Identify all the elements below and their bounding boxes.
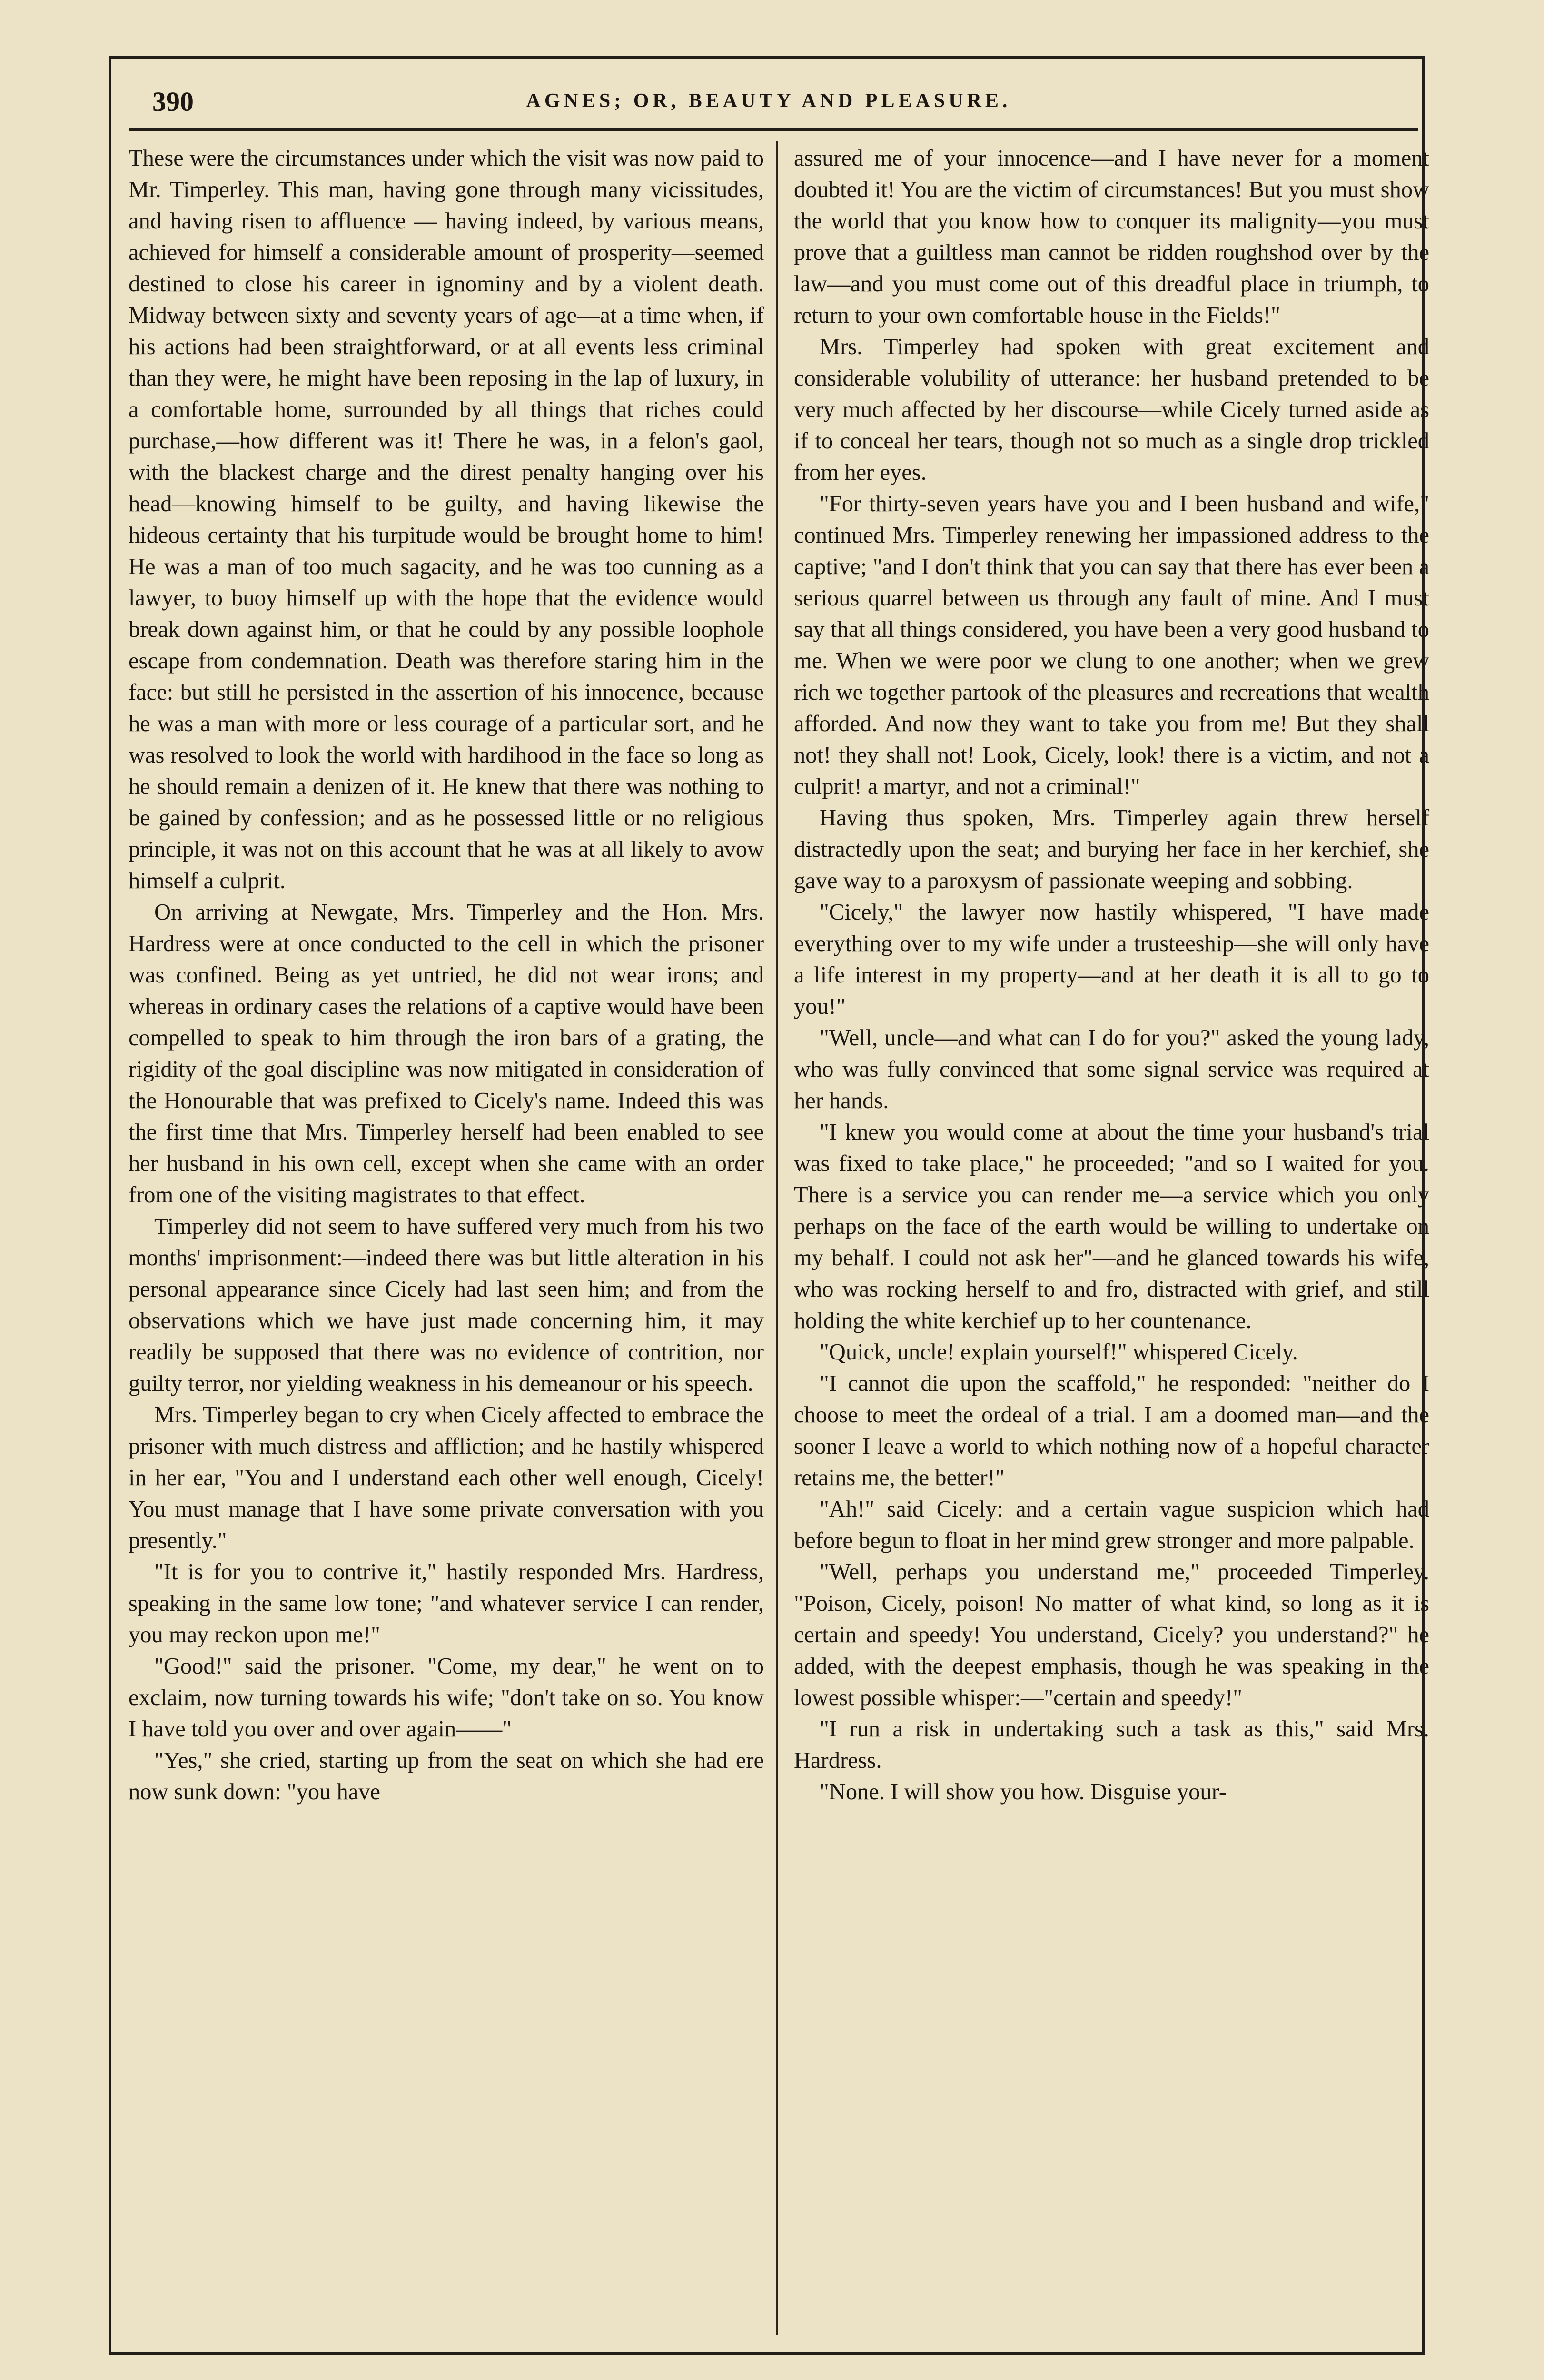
paragraph: "Cicely," the lawyer now hastily whispered, "I have made everything over to my wife under a trusteeship—she will only have a life interest in my property—and at her death it is all to go to you!" xyxy=(794,900,1429,1019)
running-title: AGNES; OR, BEAUTY AND PLEASURE. xyxy=(526,90,1011,112)
paragraph: "Well, perhaps you understand me," proceeded Timperley. "Poison, Cicely, poison! No matter of what kind, so long as it is certain and speedy! You understand, Cicely? you understand?" he added, with the deepest emphasis, though he was speaking in the lowest possible whisper:—"certain and speedy!" xyxy=(794,1559,1429,1710)
paragraph: "I knew you would come at about the time your husband's trial was fixed to take place," he proceeded; "and so I waited for you. There is a service you can render me—a service which you only perhaps on the face of the earth would be willing to undertake on my behalf. I could not ask her"—and he glanced towards his wife, who was rocking herself to and fro, distracted with grief, and still holding the white kerchief up to her countenance. xyxy=(794,1120,1429,1333)
paragraph: "It is for you to contrive it," hastily responded Mrs. Hardress, speaking in the same low tone; "and whatever service I can render, you may reckon upon me!" xyxy=(129,1559,764,1647)
paragraph: Mrs. Timperley had spoken with great excitement and considerable volubility of utterance: her husband pretended to be very much affected by her discourse—while Cicely turned aside as if to conceal her tears, though not so much as a single drop trickled from her eyes. xyxy=(794,334,1429,485)
left-column xyxy=(129,143,764,2332)
paragraph: Timperley did not seem to have suffered very much from his two months' imprisonment:—indeed there was but little alteration in his personal appearance since Cicely had last seen him; and from the observations which we have just made concerning him, it may readily be supposed that there was no evidence of contrition, nor guilty terror, nor yielding weakness in his demeanour or his speech. xyxy=(129,1214,764,1396)
column-divider xyxy=(776,141,778,2335)
paragraph: "Quick, uncle! explain yourself!" whispered Cicely. xyxy=(820,1339,1298,1365)
header-rule xyxy=(129,128,1418,131)
paragraph: On arriving at Newgate, Mrs. Timperley and the Hon. Mrs. Hardress were at once conducted to the cell in which the prisoner was confined. Being as yet untried, he did not wear irons; and whereas in ordinary cases the relations of a captive would have been compelled to speak to him through the iron bars of a grating, the rigidity of the goal discipline was now mitigated in consideration of the Honourable that was prefixed to Cicely's name. Indeed this was the first time that Mrs. Timperley herself had been enabled to see her husband in his own cell, except when she came with an order from one of the visiting magistrates to that effect. xyxy=(129,900,764,1208)
page-header xyxy=(129,81,1409,124)
paragraph: assured me of your innocence—and I have never for a moment doubted it! You are the victim of circumstances! But you must show the world that you know how to conquer its malignity—you must prove that a guiltless man cannot be ridden roughshod over by the law—and you must come out of this dreadful place in triumph, to return to your own comfortable house in the Fields!" xyxy=(794,146,1429,328)
paragraph: "Ah!" said Cicely: and a certain vague suspicion which had before begun to float in her mind grew stronger and more palpable. xyxy=(794,1497,1429,1553)
paragraph: Having thus spoken, Mrs. Timperley again threw herself distractedly upon the seat; and burying her face in her kerchief, she gave way to a paroxysm of passionate weeping and sobbing. xyxy=(794,805,1429,893)
paragraph: Mrs. Timperley began to cry when Cicely affected to embrace the prisoner with much distress and affliction; and he hastily whispered in her ear, "You and I understand each other well enough, Cicely! You must manage that I have some private conversation with you presently." xyxy=(129,1402,764,1553)
right-column xyxy=(794,143,1429,2332)
paragraph: "Well, uncle—and what can I do for you?" asked the young lady, who was fully convinced that some signal service was required at her hands. xyxy=(794,1025,1429,1113)
paragraph: "None. I will show you how. Disguise your- xyxy=(820,1779,1227,1805)
page-number: 390 xyxy=(152,86,194,117)
paragraph: "For thirty-seven years have you and I been husband and wife," continued Mrs. Timperley renewing her impassioned address to the captive; "and I don't think that you can say that there has ever been a serious quarrel between us through any fault of mine. And I must say that all things considered, you have been a very good husband to me. When we were poor we clung to one another; when we grew rich we together partook of the pleasures and recreations that wealth afforded. And now they want to take you from me! But they shall not! they shall not! Look, Cicely, look! there is a victim, and not a culprit! a martyr, and not a criminal!" xyxy=(794,491,1429,799)
paragraph: "I cannot die upon the scaffold," he responded: "neither do I choose to meet the ordeal of a trial. I am a doomed man—and the sooner I leave a world to which nothing now of a hopeful character retains me, the better!" xyxy=(794,1371,1429,1490)
paragraph: These were the circumstances under which the visit was now paid to Mr. Timperley. This man, having gone through many vicissitudes, and having risen to affluence — having indeed, by various means, achieved for himself a considerable amount of prosperity—seemed destined to close his career in ignominy and by a violent death. Midway between sixty and seventy years of age—at a time when, if his actions had been straightforward, or at all events less criminal than they were, he might have been reposing in the lap of luxury, in a comfortable home, surrounded by all things that riches could purchase,—how different was it! There he was, in a felon's gaol, with the blackest charge and the direst penalty hanging over his head—knowing himself to be guilty, and having likewise the hideous certainty that his turpitude would be brought home to him! He was a man of too much sagacity, and he was too cunning as a lawyer, to buoy himself up with the hope that the evidence would break down against him, or that he could by any possible loophole escape from condemnation. Death was therefore staring him in the face: but still he persisted in the assertion of his innocence, because he was a man with more or less courage of a particular sort, and he was resolved to look the world with hardihood in the face so long as he should remain a denizen of it. He knew that there was nothing to be gained by confession; and as he possessed little or no religious principle, it was not on this account that he was at all likely to avow himself a culprit. xyxy=(129,146,764,893)
paragraph: "Yes," she cried, starting up from the seat on which she had ere now sunk down: "you have xyxy=(129,1748,764,1805)
paragraph: "Good!" said the prisoner. "Come, my dear," he went on to exclaim, now turning towards his wife; "don't take on so. You know I have told you over and over again——" xyxy=(129,1654,764,1742)
paragraph: "I run a risk in undertaking such a task as this," said Mrs. Hardress. xyxy=(794,1716,1429,1773)
